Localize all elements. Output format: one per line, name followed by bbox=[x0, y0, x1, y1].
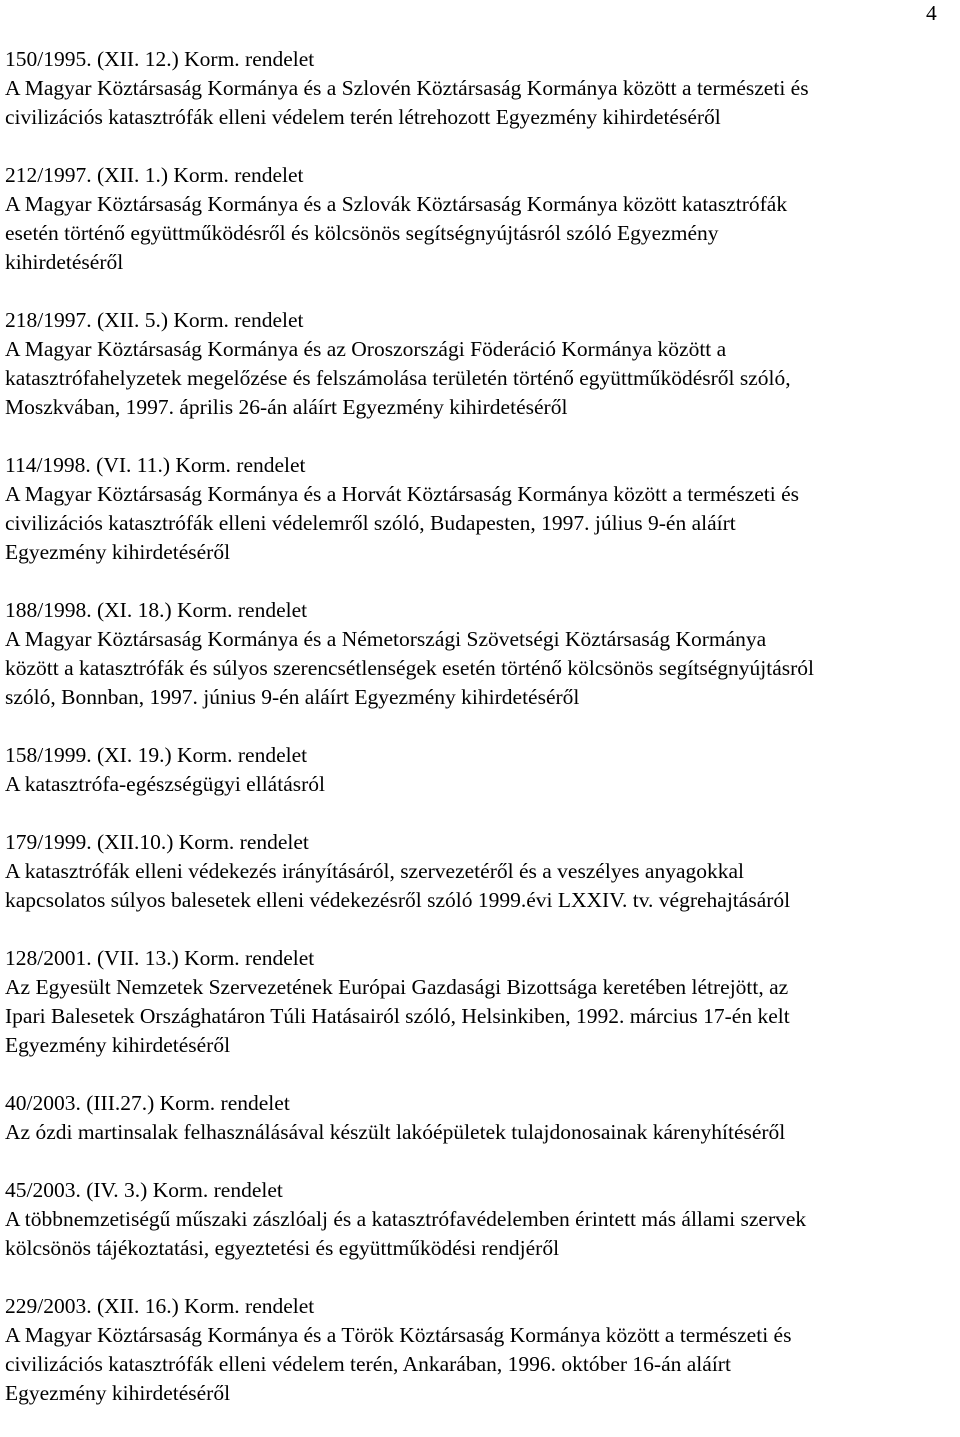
regulation-reference: 128/2001. (VII. 13.) Korm. rendelet bbox=[5, 946, 315, 970]
regulation-reference: 188/1998. (XI. 18.) Korm. rendelet bbox=[5, 598, 308, 622]
regulation-title-line: A Magyar Köztársaság Kormánya és a Szlovén Köztársaság Kormánya között a természeti és bbox=[5, 76, 809, 100]
regulation-entry bbox=[5, 596, 955, 712]
regulation-entry bbox=[5, 1292, 955, 1408]
page-number: 4 bbox=[926, 1, 937, 25]
regulation-title-line: A Magyar Köztársaság Kormánya és a Horvát Köztársaság Kormánya között a természeti és bbox=[5, 482, 800, 506]
regulation-title-line: A katasztrófa-egészségügyi ellátásról bbox=[5, 772, 325, 796]
regulation-reference: 40/2003. (III.27.) Korm. rendelet bbox=[5, 1091, 290, 1115]
regulation-reference: 229/2003. (XII. 16.) Korm. rendelet bbox=[5, 1294, 315, 1318]
regulation-title-line: A katasztrófák elleni védekezés irányításáról, szervezetéről és a veszélyes anyagokkal bbox=[5, 859, 745, 883]
regulation-title-line: katasztrófahelyzetek megelőzése és felszámolása területén történő együttműködésről szóló, bbox=[5, 366, 791, 390]
regulation-reference: 218/1997. (XII. 5.) Korm. rendelet bbox=[5, 308, 304, 332]
regulation-title-line: kapcsolatos súlyos balesetek elleni védekezésről szóló 1999.évi LXXIV. tv. végrehajtásáról bbox=[5, 888, 791, 912]
regulation-title-line: civilizációs katasztrófák elleni védelem terén létrehozott Egyezmény kihirdetéséről bbox=[5, 105, 721, 129]
regulation-title-line: A Magyar Köztársaság Kormánya és az Oroszországi Föderáció Kormánya között a bbox=[5, 337, 727, 361]
regulation-entry bbox=[5, 451, 955, 567]
regulation-title-line: A többnemzetiségű műszaki zászlóalj és a katasztrófavédelemben érintett más állami szervek bbox=[5, 1207, 807, 1231]
regulation-title-line: Egyezmény kihirdetéséről bbox=[5, 1033, 231, 1057]
regulation-title-line: esetén történő együttműködésről és kölcsönös segítségnyújtásról szóló Egyezmény bbox=[5, 221, 719, 245]
regulation-title-line: Moszkvában, 1997. április 26-án aláírt Egyezmény kihirdetéséről bbox=[5, 395, 568, 419]
regulation-title-line: között a katasztrófák és súlyos szerencsétlenségek esetén történő kölcsönös segítségnyújtásról bbox=[5, 656, 815, 680]
regulation-entry bbox=[5, 828, 955, 915]
regulation-reference: 179/1999. (XII.10.) Korm. rendelet bbox=[5, 830, 309, 854]
regulation-entry bbox=[5, 45, 955, 132]
regulation-title-line: Az ózdi martinsalak felhasználásával készült lakóépületek tulajdonosainak kárenyhítéséről bbox=[5, 1120, 786, 1144]
regulation-title-line: A Magyar Köztársaság Kormánya és a Török Köztársaság Kormánya között a természeti és bbox=[5, 1323, 792, 1347]
regulation-title-line: kihirdetéséről bbox=[5, 250, 124, 274]
regulation-reference: 212/1997. (XII. 1.) Korm. rendelet bbox=[5, 163, 304, 187]
regulation-entry bbox=[5, 741, 955, 799]
regulation-title-line: civilizációs katasztrófák elleni védelem terén, Ankarában, 1996. október 16-án aláírt bbox=[5, 1352, 731, 1376]
regulation-reference: 114/1998. (VI. 11.) Korm. rendelet bbox=[5, 453, 306, 477]
regulation-title-line: civilizációs katasztrófák elleni védelemről szóló, Budapesten, 1997. július 9-én aláírt bbox=[5, 511, 736, 535]
regulation-list bbox=[5, 45, 955, 1437]
regulation-entry bbox=[5, 161, 955, 277]
regulation-title-line: Az Egyesült Nemzetek Szervezetének Európai Gazdasági Bizottsága keretében létrejött, az bbox=[5, 975, 789, 999]
regulation-entry bbox=[5, 944, 955, 1060]
regulation-entry bbox=[5, 1176, 955, 1263]
regulation-title-line: A Magyar Köztársaság Kormánya és a Szlovák Köztársaság Kormánya között katasztrófák bbox=[5, 192, 788, 216]
regulation-reference: 158/1999. (XI. 19.) Korm. rendelet bbox=[5, 743, 308, 767]
regulation-title-line: Egyezmény kihirdetéséről bbox=[5, 1381, 231, 1405]
regulation-reference: 45/2003. (IV. 3.) Korm. rendelet bbox=[5, 1178, 283, 1202]
regulation-reference: 150/1995. (XII. 12.) Korm. rendelet bbox=[5, 47, 315, 71]
regulation-entry bbox=[5, 306, 955, 422]
regulation-title-line: kölcsönös tájékoztatási, egyeztetési és együttműködési rendjéről bbox=[5, 1236, 560, 1260]
regulation-title-line: szóló, Bonnban, 1997. június 9-én aláírt Egyezmény kihirdetéséről bbox=[5, 685, 580, 709]
regulation-title-line: A Magyar Köztársaság Kormánya és a Németországi Szövetségi Köztársaság Kormánya bbox=[5, 627, 767, 651]
regulation-title-line: Ipari Balesetek Országhatáron Túli Hatásairól szóló, Helsinkiben, 1992. március 17-én kelt bbox=[5, 1004, 790, 1028]
regulation-entry bbox=[5, 1089, 955, 1147]
regulation-title-line: Egyezmény kihirdetéséről bbox=[5, 540, 231, 564]
